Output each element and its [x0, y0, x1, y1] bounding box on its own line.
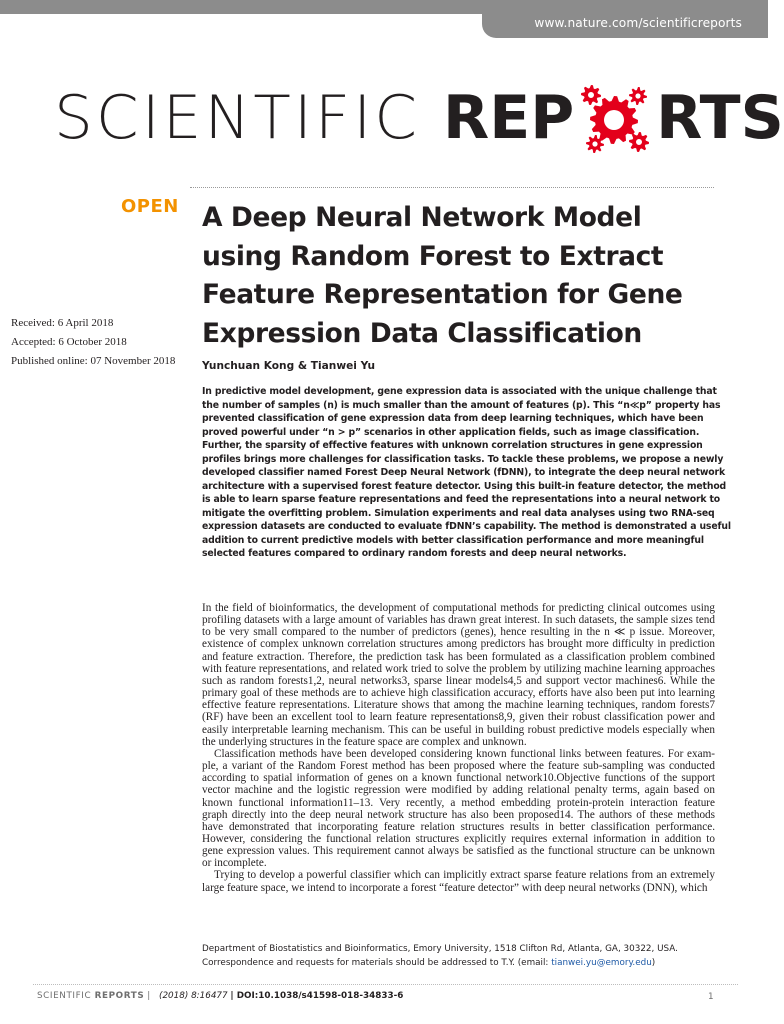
affiliation-block — [202, 942, 718, 970]
body-line: ple, a variant of the Random Forest method has been proposed where the feature sub-sampling was conducted — [202, 760, 715, 773]
body-line: In the field of bioinformatics, the development of computational methods for predicting clinical outcomes using — [202, 602, 715, 614]
abstract — [202, 385, 731, 561]
abstract-line: prevented classification of gene expression data from deep learning techniques, which have been — [202, 413, 704, 424]
body-line: easily interpretable learning mechanism. This can be useful in building robust predictive models especially when — [202, 723, 715, 736]
footer-citation: SCIENTIFIC REPORTS | (2018) 8:16477 | DOI:10.1038/s41598-018-34833-6 — [37, 991, 404, 1001]
body-line: such as random forests1,2, neural networks3, sparse linear models4,5 and support vector machines6. While the — [202, 674, 715, 687]
page-number: 1 — [708, 992, 714, 1002]
body-line: according to spatial information of genes on a known functional network10.Objective functions of the support — [202, 772, 715, 785]
body-line: profiling datasets with a large amount of variables has drawn great interest. In such datasets, the sample sizes tend — [202, 614, 715, 627]
body-line: have demonstrated that incorporating feature relation structures results in better classification performance. — [202, 820, 715, 833]
body-text — [202, 602, 715, 894]
footer-journal: SCIENTIFIC REPORTS — [37, 991, 145, 1001]
footer-year: (2018) 8:16477 — [159, 991, 228, 1001]
abstract-line: selected features compared to ordinary random forests and deep neural networks. — [202, 548, 627, 559]
abstract-line: architecture with a supervised forest feature detector. Using this built-in feature detector, the method — [202, 480, 727, 492]
email-link[interactable]: tianwei.yu@emory.edu — [551, 958, 652, 968]
accepted-date: Accepted: 6 October 2018 — [11, 336, 127, 348]
received-date: Received: 6 April 2018 — [11, 317, 114, 329]
body-line: with feature representations, and related work tried to solve the problem by utilizing machine learning approaches — [202, 662, 715, 675]
footer-divider — [33, 984, 738, 985]
abstract-line: is able to learn sparse feature representations and feed the representations into a neural network to — [202, 494, 721, 505]
abstract-line: expression datasets are conducted to evaluate fDNN’s capability. The method is demonstrated a useful — [202, 521, 731, 532]
body-line: graph directly into the deep neural network structure has also been proposed14. The authors of these methods — [202, 808, 715, 821]
footer-doi[interactable]: | DOI:10.1038/s41598-018-34833-6 — [230, 991, 404, 1001]
body-line: the underlying structures in the feature space are complex and unknown. — [202, 735, 527, 748]
abstract-line: In predictive model development, gene expression data is associated with the unique challenge that — [202, 386, 717, 397]
department-line: Department of Biostatistics and Bioinformatics, Emory University, 1518 Clifton Rd, Atlanta, GA, 30322, USA. — [202, 944, 678, 954]
open-access-badge: OPEN — [121, 196, 179, 217]
body-line: gene expression values. This requirement cannot always be satisfied as the functional structure can be unknown — [202, 845, 715, 858]
masthead-scientific: SCIENTIFIC — [54, 83, 421, 153]
journal-url-link[interactable]: www.nature.com/scientificreports — [534, 16, 742, 30]
body-line: and feature extraction. Therefore, the prediction task has been formulated as a classification problem combined — [202, 650, 715, 663]
body-line: to be very small compared to the number of predictors (genes), hence resulting in the n ≪ p issue. Moreover, — [202, 626, 715, 639]
abstract-line: mitigate the overfitting problem. Simulation experiments and real data analyses using two RNA-seq — [202, 507, 715, 519]
abstract-line: Further, the sparsity of effective features with unknown correlation structures in gene expression — [202, 440, 703, 451]
author-list: Yunchuan Kong & Tianwei Yu — [202, 360, 376, 372]
body-line: effective feature representations. Literature shows that among the machine learning techniques, random forests7 — [202, 699, 715, 712]
correspondence-line: Correspondence and requests for materials should be addressed to T.Y. (email: tianwei.yu@emory.edu) — [202, 958, 656, 968]
body-line: or incomplete. — [202, 857, 267, 870]
body-line: primary goal of these methods are to achieve high classification accuracy, efforts have also been put into learning — [202, 687, 715, 700]
body-line: vector machine and the logistic regression were modified by adding relational penalty terms, again based on — [202, 784, 715, 797]
article-title: A Deep Neural Network Model using Random Forest to Extract Feature Representation for Gene Expression Data Classification — [202, 202, 683, 349]
abstract-line: profiles brings more challenges for classification tasks. To tackle these problems, we propose a newly — [202, 453, 724, 465]
body-line: Classification methods have been developed considering known functional links between features. For exam- — [214, 747, 715, 760]
body-line: (RF) have been an excellent tool to learn feature representations8,9, given their robust classification power and — [202, 711, 715, 724]
body-line: large feature space, we intend to incorporate a forest “feature detector” with deep neural networks (DNN), which — [202, 881, 708, 894]
header-divider — [190, 187, 714, 188]
abstract-line: proved powerful under “n > p” scenarios in other application fields, such as image classification. — [202, 426, 700, 438]
abstract-line: developed classifier named Forest Deep Neural Network (fDNN), to integrate the deep neural network — [202, 467, 726, 478]
body-line: Trying to develop a powerful classifier which can implicitly extract sparse feature relations from an extremely — [214, 869, 715, 882]
abstract-line: addition to current predictive models with better classification performance and more meaningful — [202, 534, 704, 546]
published-date: Published online: 07 November 2018 — [11, 355, 176, 367]
masthead-rts: RTS — [656, 83, 784, 153]
body-line: However, considering the functional relation structures explicitly requires external information in addition to — [202, 832, 715, 845]
abstract-line: the number of samples (n) is much smaller than the amount of features (p). This “n≪p” property has — [202, 399, 721, 411]
masthead-rep: REP — [443, 83, 575, 153]
journal-masthead — [54, 82, 784, 154]
body-line: existence of complex unknown correlation structures among predictors has brought more difficulty in prediction — [202, 638, 715, 651]
gear-logo-icon — [574, 82, 656, 154]
article-dates — [11, 314, 175, 371]
body-line: known functional information11–13. Very recently, a method embedding protein-protein interaction feature — [202, 796, 715, 809]
